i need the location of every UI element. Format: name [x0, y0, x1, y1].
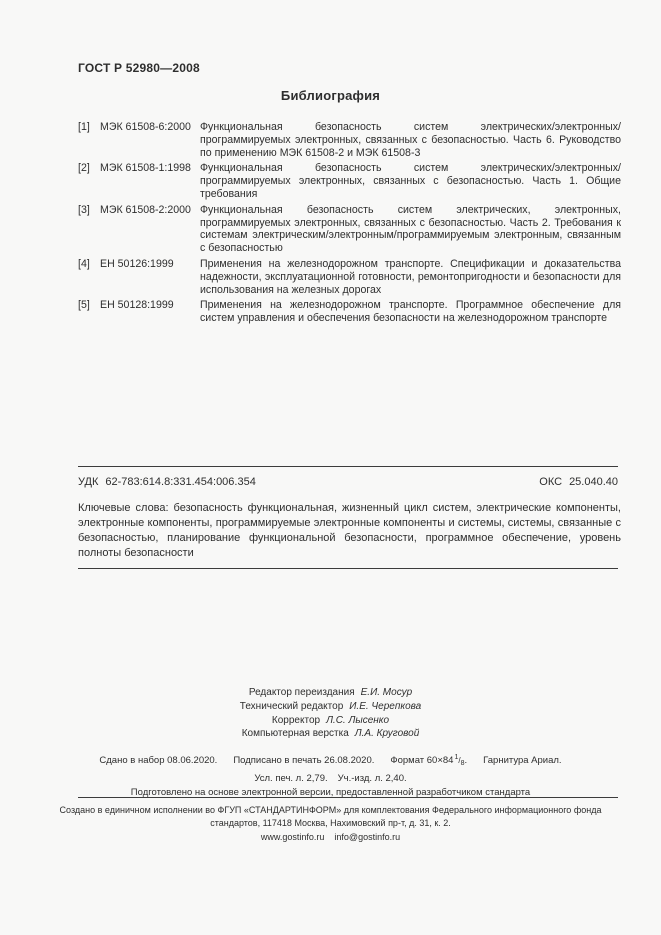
credit-line	[0, 714, 661, 728]
reference-code: МЭК 61508-1:1998	[100, 162, 191, 175]
udk-code	[78, 476, 256, 488]
udk-label: УДК	[78, 476, 99, 488]
imprint-line-1	[0, 751, 661, 772]
document-code: ГОСТ Р 52980—2008	[78, 61, 200, 75]
credit-role: Компьютерная верстка	[241, 728, 349, 740]
reference-number: [2]	[78, 162, 90, 175]
keywords-paragraph: Ключевые слова: безопасность функциональная, жизненный цикл систем, электрические компоненты, электронные компоненты, программируемые электронные компоненты и системы, системы, связанные с безопасностью, планирование функциональной безопасности, программное обеспечение, уровень полноты безопасности	[78, 502, 621, 559]
publisher-footer	[58, 804, 603, 844]
reference-number: [4]	[78, 257, 90, 270]
publisher-note: Создано в единичном исполнении во ФГУП «СТАНДАРТИНФОРМ» для комплектования Федерального информационного фонда стандартов, 117418 Москва, Нахимовский пр-т, д. 31, к. 2.	[59, 805, 602, 828]
reference-code: МЭК 61508-2:2000	[100, 203, 191, 216]
credit-name: И.Е. Черепкова	[349, 700, 422, 712]
set-date: Сдано в набор 08.06.2020.	[99, 755, 218, 766]
reference-number: [3]	[78, 203, 90, 216]
credit-role: Технический редактор	[239, 700, 344, 712]
credit-role: Редактор переиздания	[248, 687, 355, 698]
oks-value: 25.040.40	[569, 476, 618, 488]
bibliography-item	[78, 162, 621, 200]
publisher-website: www.gostinfo.ru	[260, 832, 325, 842]
bibliography-list	[78, 121, 621, 328]
paper-format: Формат $60\times 84^1/_8$.	[390, 754, 468, 767]
imprint-line-2	[0, 772, 661, 787]
reference-number: [5]	[78, 299, 90, 312]
bibliography-item	[78, 204, 621, 255]
reference-code: ЕН 50128:1999	[100, 299, 174, 312]
credit-name: Л.С. Лысенко	[326, 714, 390, 726]
credit-name: Е.И. Мосур	[360, 687, 413, 698]
udk-value: 62-783:614.8:331.454:006.354	[105, 476, 256, 488]
credit-role: Корректор	[271, 714, 321, 726]
prepared-note: Подготовлено на основе электронной версии, предоставленной разработчиком стандарта	[130, 787, 531, 798]
credit-name: Л.А. Круговой	[354, 728, 420, 740]
credits-block	[0, 686, 661, 741]
publisher-email: info@gostinfo.ru	[334, 832, 401, 842]
reference-description: Функциональная безопасность систем электрических/электронных/программируемых электронных, связанных с безопасностью. Часть 1. Общие требования	[200, 162, 621, 200]
publication-sheets: Уч.-изд. л. 2,40.	[337, 772, 407, 784]
reference-number: [1]	[78, 121, 90, 133]
divider-classification	[78, 466, 618, 467]
oks-code	[539, 476, 618, 488]
credit-line	[0, 700, 661, 714]
bibliography-item	[78, 299, 621, 325]
divider-keywords	[78, 568, 618, 569]
section-title: Библиография	[280, 88, 381, 103]
imprint-block	[0, 751, 661, 801]
oks-label: ОКС	[539, 476, 563, 488]
reference-description: Применения на железнодорожном транспорте. Программное обеспечение для систем управления и обеспечения безопасности на железнодорожном транспорте	[200, 299, 621, 325]
credit-line	[0, 686, 661, 700]
credit-line	[0, 727, 661, 741]
reference-code: ЕН 50126:1999	[100, 257, 174, 270]
publisher-contacts	[58, 831, 603, 844]
reference-code: МЭК 61508-6:2000	[100, 121, 191, 133]
conventional-sheets: Усл. печ. л. 2,79.	[254, 772, 328, 784]
classification-line	[78, 476, 618, 488]
reference-description: Функциональная безопасность систем электрических/электронных/программируемых электронных, связанных с безопасностью. Часть 6. Руководство по применению МЭК 61508-2 и МЭК 61508-3	[200, 121, 621, 159]
bibliography-item	[78, 121, 621, 159]
print-date: Подписано в печать 26.08.2020.	[233, 755, 375, 766]
reference-description: Применения на железнодорожном транспорте. Спецификации и доказательства надежности, эксплуатационной готовности, ремонтопригодности и безопасности для использования на железных дорогах	[200, 257, 621, 296]
typeface-note: Гарнитура Ариал.	[483, 755, 562, 766]
divider-imprint	[78, 797, 618, 798]
bibliography-item	[78, 258, 621, 296]
reference-description: Функциональная безопасность систем электрических, электронных, программируемых электронных, связанных с безопасностью. Часть 2. Требования к системам электрическим/электронным/программируемым электронным, связанным с безопасностью	[200, 203, 621, 255]
